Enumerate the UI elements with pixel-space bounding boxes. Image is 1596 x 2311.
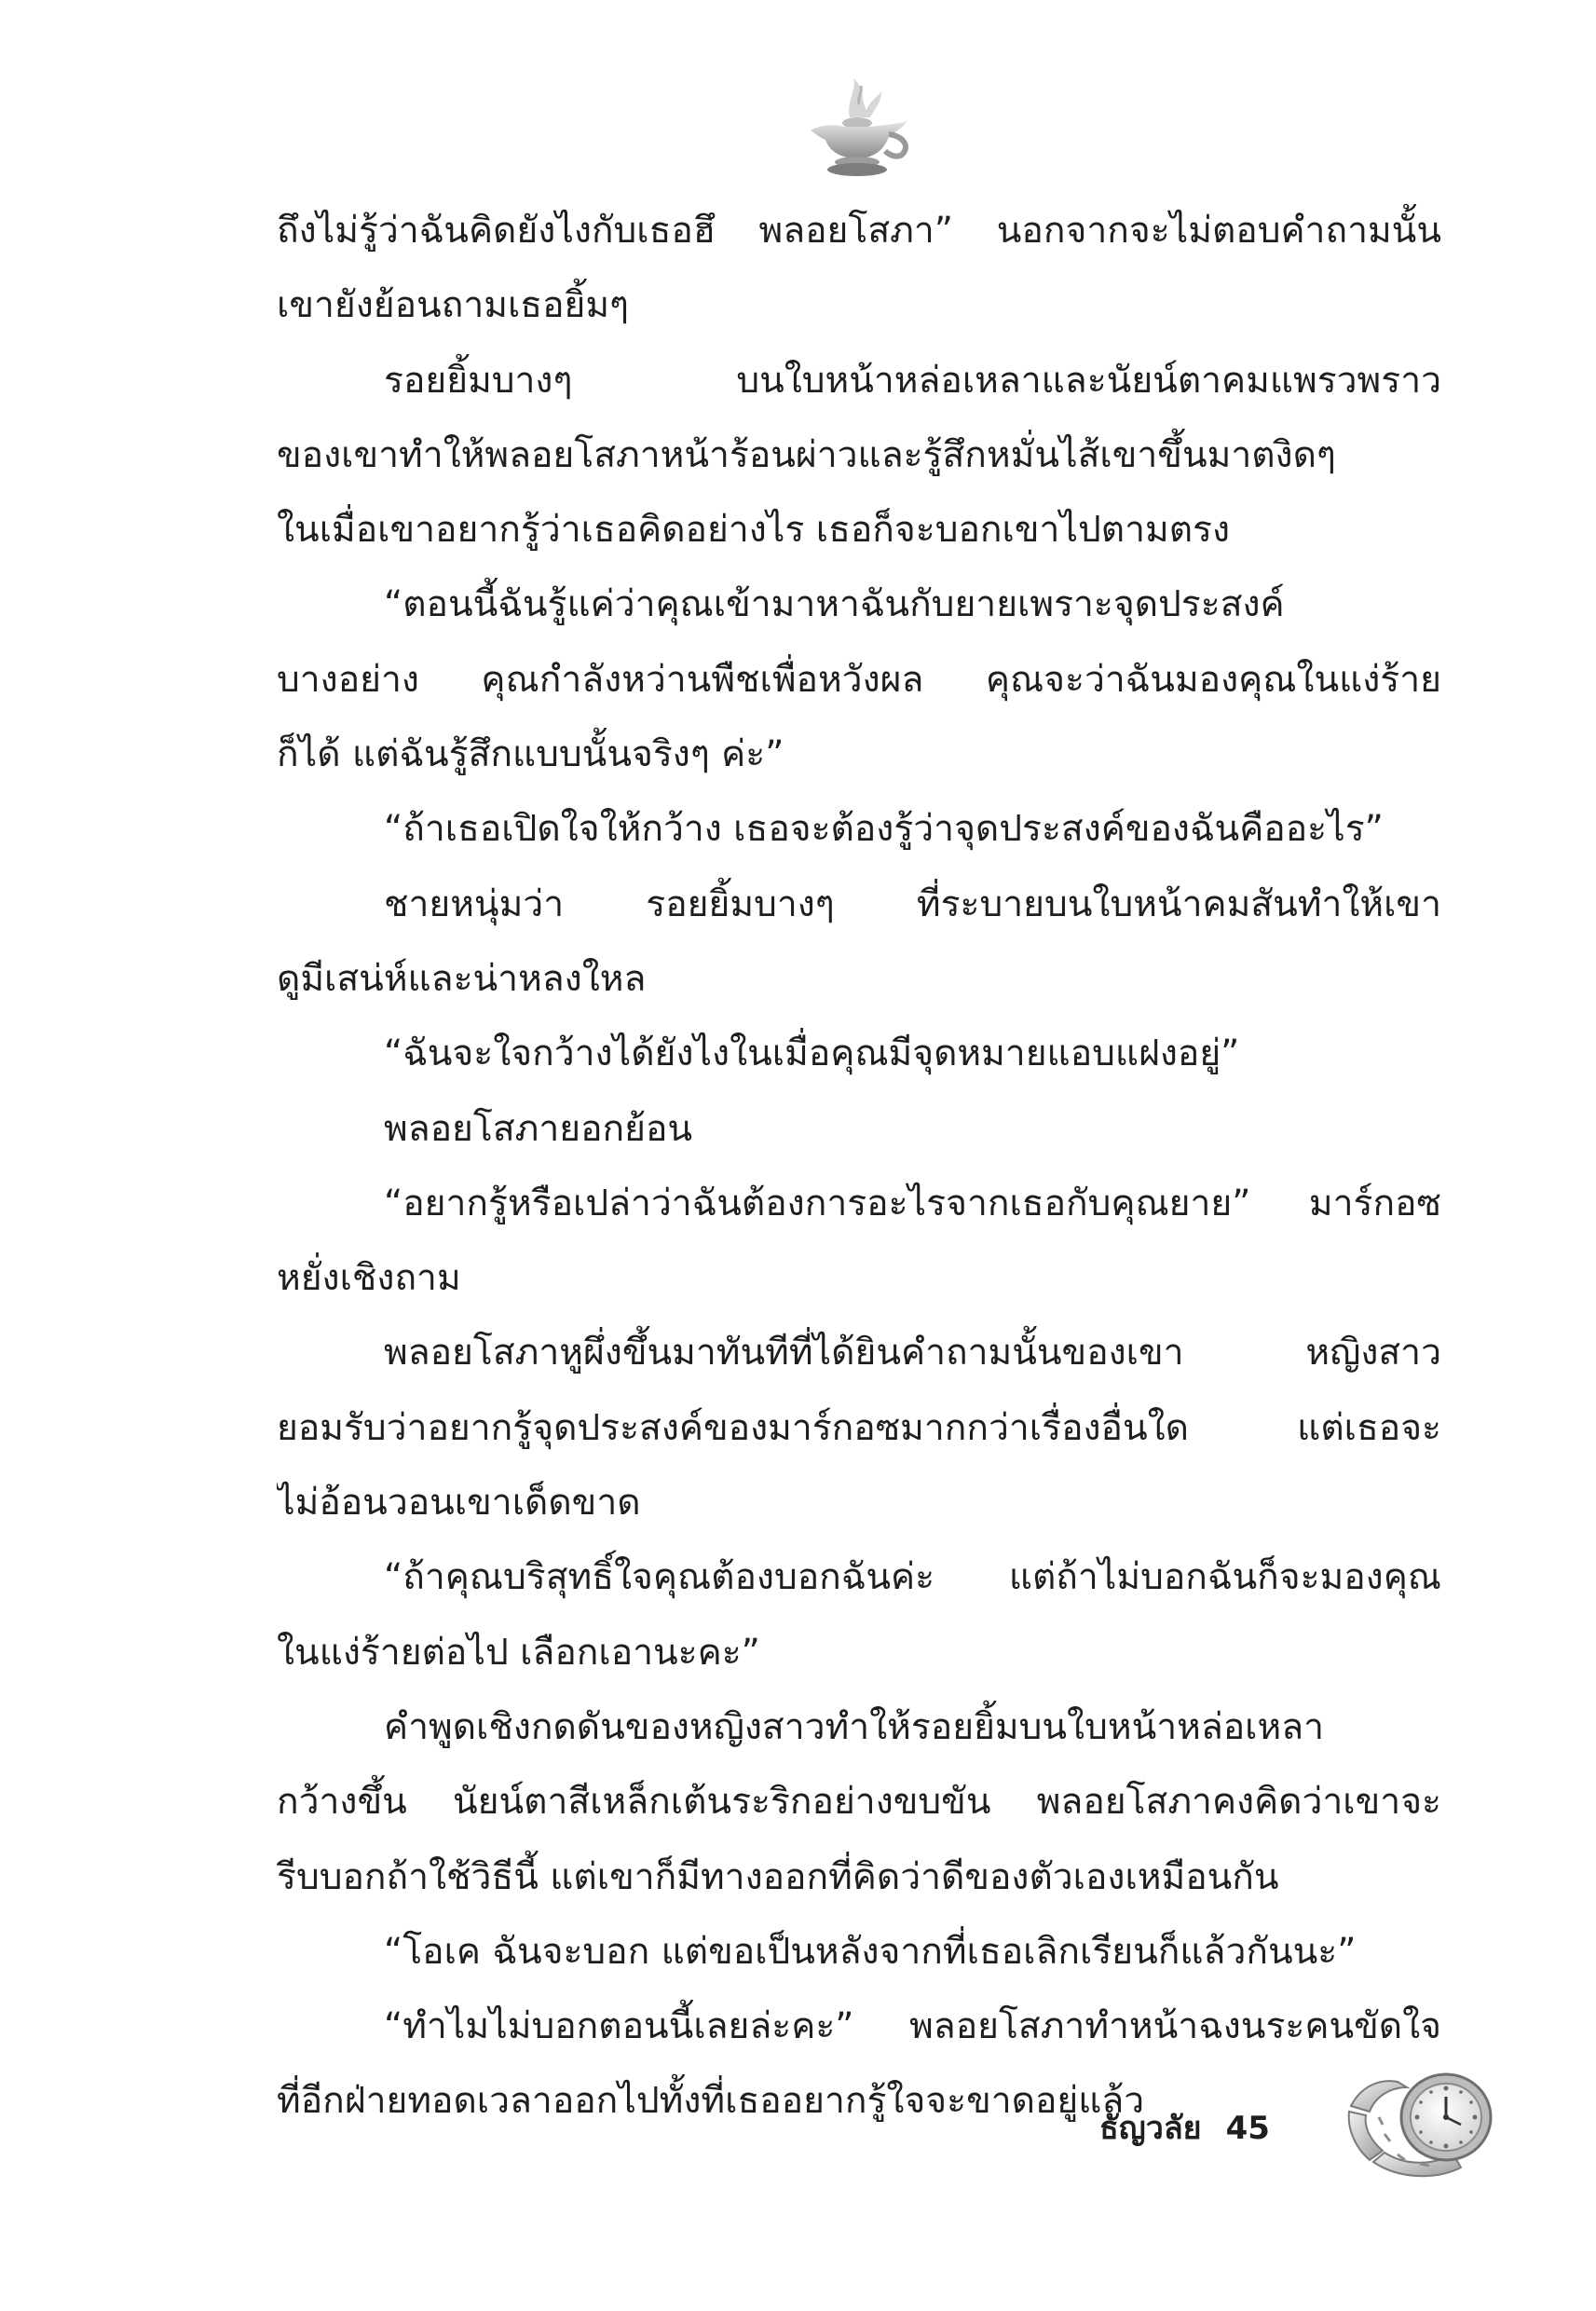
paragraph — [277, 567, 1441, 792]
wristwatch-icon — [1342, 2050, 1509, 2190]
text-line: ในเมื่อเขาอยากรู้ว่าเธอคิดอย่างไร เธอก็จะบอกเขาไปตามตรง — [277, 509, 1231, 552]
paragraph — [277, 1167, 1441, 1317]
text-line: ที่อีกฝ่ายทอดเวลาออกไปทั้งที่เธออยากรู้ใจจะขาดอยู่แล้ว — [277, 2080, 1145, 2123]
text-line: “ถ้าคุณบริสุทธิ์ใจคุณต้องบอกฉันค่ะ แต่ถ้าไม่บอกฉันก็จะมองคุณ — [384, 1556, 1441, 1599]
text-line: “ตอนนี้ฉันรู้แค่ว่าคุณเข้ามาหาฉันกับยายเพราะจุดประสงค์ — [384, 583, 1285, 626]
text-line: “โอเค ฉันจะบอก แต่ขอเป็นหลังจากที่เธอเลิกเรียนก็แล้วกันนะ” — [384, 1930, 1357, 1973]
text-line: ของเขาทำให้พลอยโสภาหน้าร้อนผ่าวและรู้สึกหมั่นไส้เขาขึ้นมาตงิดๆ — [277, 433, 1336, 476]
text-line: “ฉันจะใจกว้างได้ยังไงในเมื่อคุณมีจุดหมายแอบแฝงอยู่” — [384, 1032, 1240, 1075]
text-line: กว้างขึ้น นัยน์ตาสีเหล็กเต้นระริกอย่างขบขัน พลอยโสภาคงคิดว่าเขาจะ — [277, 1781, 1441, 1824]
text-line: ไม่อ้อนวอนเขาเด็ดขาด — [277, 1482, 641, 1525]
paragraph — [277, 1092, 1441, 1167]
paragraph — [277, 1690, 1441, 1915]
paragraph — [277, 1316, 1441, 1540]
text-line: บางอย่าง คุณกำลังหว่านพืชเพื่อหวังผล คุณจะว่าฉันมองคุณในแง่ร้าย — [277, 658, 1441, 701]
text-line: พลอยโสภายอกย้อน — [384, 1107, 693, 1150]
page-number: 45 — [1225, 2110, 1270, 2147]
text-line: ชายหนุ่มว่า รอยยิ้มบางๆ ที่ระบายบนใบหน้าคมสันทำให้เขา — [384, 882, 1441, 925]
text-line: คำพูดเชิงกดดันของหญิงสาวทำให้รอยยิ้มบนใบหน้าหล่อเหลา — [384, 1705, 1324, 1748]
paragraph — [277, 344, 1441, 568]
text-line: ในแง่ร้ายต่อไป เลือกเอานะคะ” — [277, 1631, 760, 1674]
text-line: รอยยิ้มบางๆ บนใบหน้าหล่อเหลาและนัยน์ตาคมแพรวพราว — [384, 359, 1441, 402]
paragraph — [277, 194, 1441, 344]
text-line: ก็ได้ แต่ฉันรู้สึกแบบนั้นจริงๆ ค่ะ” — [277, 733, 784, 776]
text-line: ดูมีเสน่ห์และน่าหลงใหล — [277, 957, 647, 1000]
paragraph — [277, 1915, 1441, 1990]
text-line: หยั่งเชิงถาม — [277, 1257, 461, 1300]
magic-lamp-icon — [792, 73, 922, 180]
page-footer — [1099, 2100, 1270, 2156]
paragraph — [277, 1540, 1441, 1690]
text-line: ยอมรับว่าอยากรู้จุดประสงค์ของมาร์กอซมากกว่าเรื่องอื่นใด แต่เธอจะ — [277, 1406, 1441, 1449]
text-line: “ถ้าเธอเปิดใจให้กว้าง เธอจะต้องรู้ว่าจุดประสงค์ของฉันคืออะไร” — [384, 808, 1384, 851]
paragraph — [277, 1017, 1441, 1091]
text-line: ถึงไม่รู้ว่าฉันคิดยังไงกับเธอฮึ พลอยโสภา” นอกจากจะไม่ตอบคำถามนั้น — [277, 210, 1441, 252]
text-line: เขายังย้อนถามเธอยิ้มๆ — [277, 284, 630, 327]
text-line: “อยากรู้หรือเปล่าว่าฉันต้องการอะไรจากเธอกับคุณยาย” มาร์กอซ — [384, 1182, 1441, 1224]
text-line: พลอยโสภาหูผึ่งขึ้นมาทันทีที่ได้ยินคำถามนั้นของเขา หญิงสาว — [384, 1332, 1441, 1374]
chapter-body — [277, 194, 1441, 2140]
book-title: ธัญวลัย — [1099, 2110, 1202, 2147]
paragraph — [277, 868, 1441, 1018]
text-line: “ทำไมไม่บอกตอนนี้เลยล่ะคะ” พลอยโสภาทำหน้าฉงนระคนขัดใจ — [384, 2005, 1441, 2048]
text-line: รีบบอกถ้าใช้วิธีนี้ แต่เขาก็มีทางออกที่คิดว่าดีของตัวเองเหมือนกัน — [277, 1855, 1279, 1898]
paragraph — [277, 792, 1441, 867]
